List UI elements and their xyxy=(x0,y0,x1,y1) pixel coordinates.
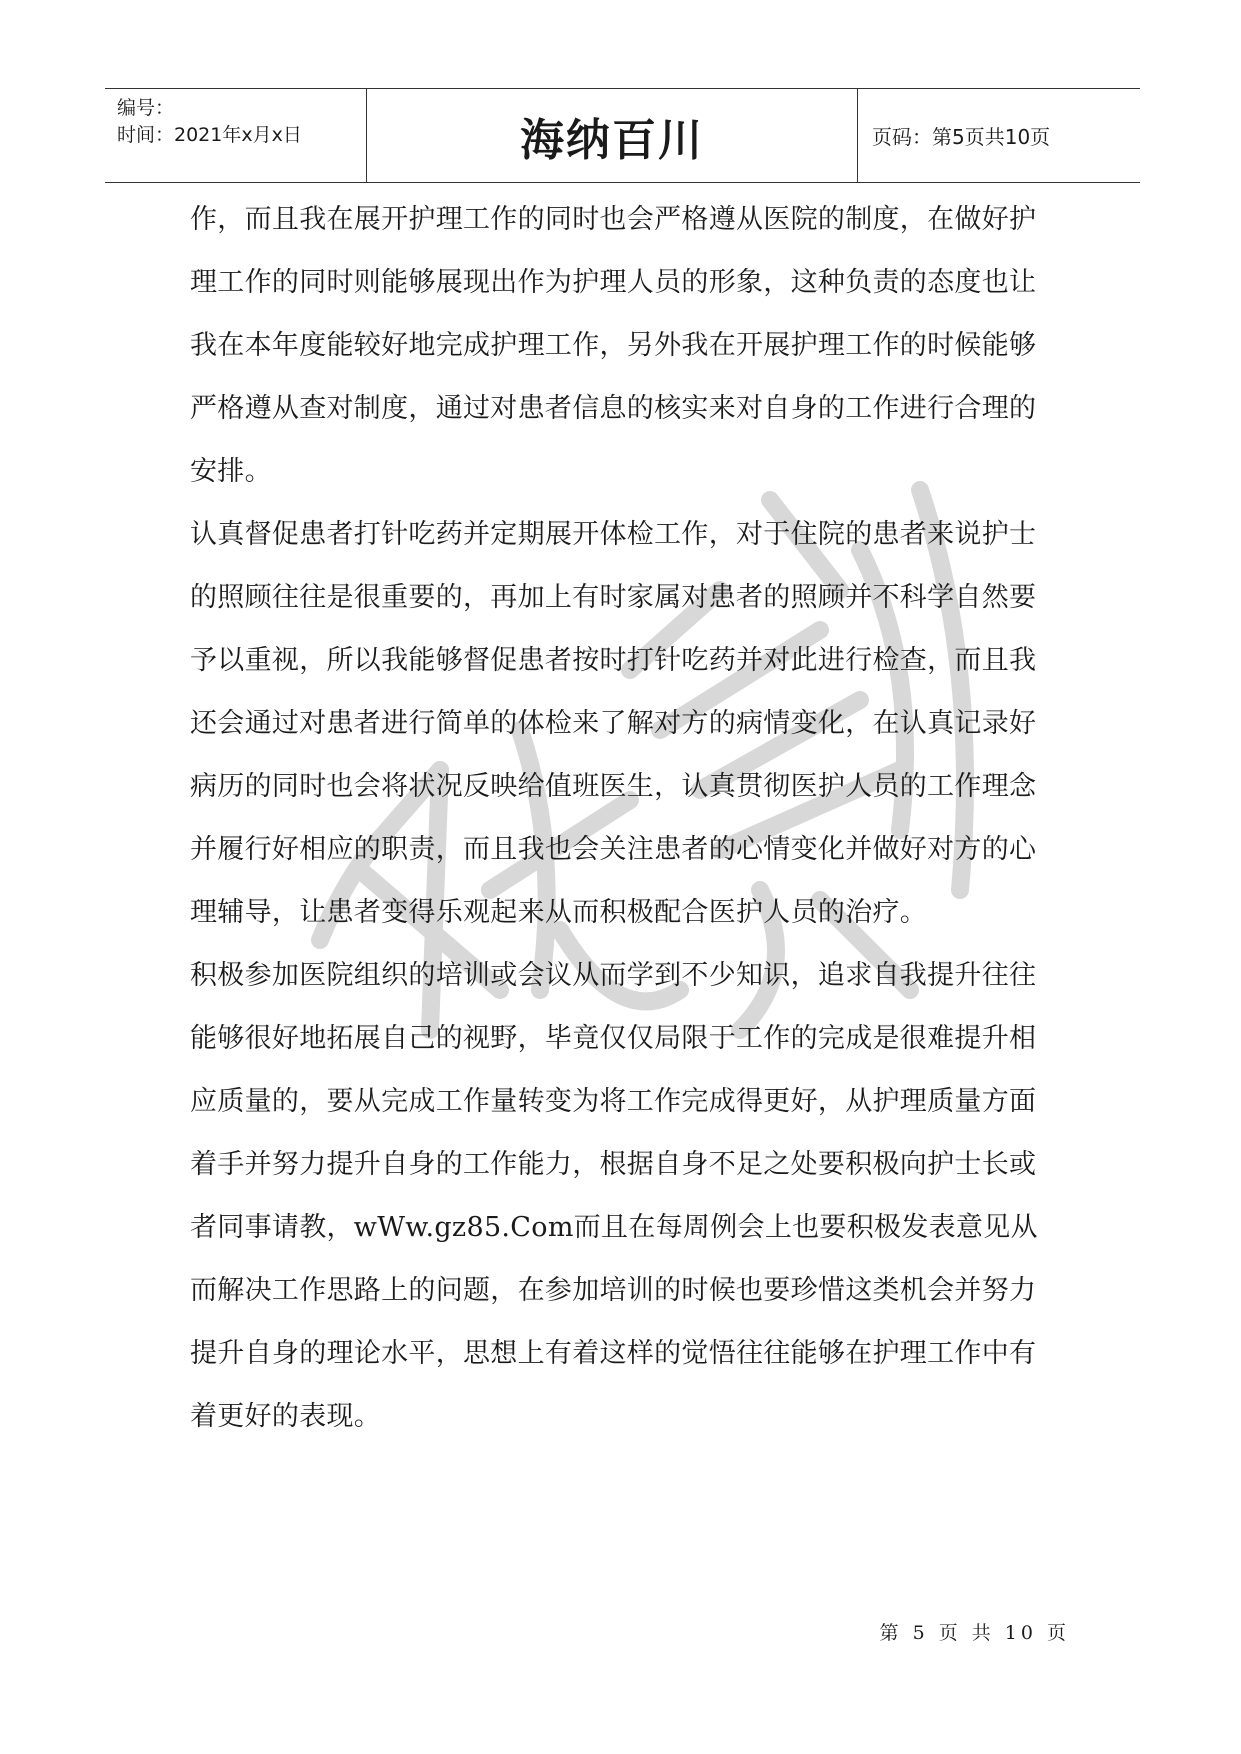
paragraph-3: 积极参加医院组织的培训或会议从而学到不少知识，追求自我提升往往能够很好地拓展自己的视野，毕竟仅仅局限于工作的完成是很难提升相应质量的，要从完成工作量转变为将工作完成得更好，从护理质量方面着手并努力提升自身的工作能力，根据自身不足之处要积极向护士长或者同事请教，wWw.gz85.Com而且在每周例会上也要积极发表意见从而解决工作思路上的问题，在参加培训的时候也要珍惜这类机会并努力提升自身的理论水平，思想上有着这样的觉悟往往能够在护理工作中有着更好的表现。 xyxy=(190,960,1038,1432)
header-page-info: 页码：第5页共10页 xyxy=(872,125,1051,149)
document-header xyxy=(105,88,1140,183)
document-body xyxy=(190,188,1058,1448)
document-time-label: 时间：2021年x月x日 xyxy=(117,124,302,146)
page-footer: 第 5 页 共 10 页 xyxy=(879,1622,1070,1644)
header-meta xyxy=(105,89,367,182)
paragraph-2: 认真督促患者打针吃药并定期展开体检工作，对于住院的患者来说护士的照顾往往是很重要的，再加上有时家属对患者的照顾并不科学自然要予以重视，所以我能够督促患者按时打针吃药并对此进行检查，而且我还会通过对患者进行简单的体检来了解对方的病情变化，在认真记录好病历的同时也会将状况反映给值班医生，认真贯彻医护人员的工作理念并履行好相应的职责，而且我也会关注患者的心情变化并做好对方的心理辅导，让患者变得乐观起来从而积极配合医护人员的治疗。 xyxy=(190,519,1037,928)
paragraph-1: 作，而且我在展开护理工作的同时也会严格遵从医院的制度，在做好护理工作的同时则能够展现出作为护理人员的形象，这种负责的态度也让我在本年度能较好地完成护理工作，另外我在开展护理工作的时候能够严格遵从查对制度，通过对患者信息的核实来对自身的工作进行合理的安排。 xyxy=(190,204,1037,487)
document-number-label: 编号： xyxy=(117,97,175,119)
header-title: 海纳百川 xyxy=(367,89,858,182)
